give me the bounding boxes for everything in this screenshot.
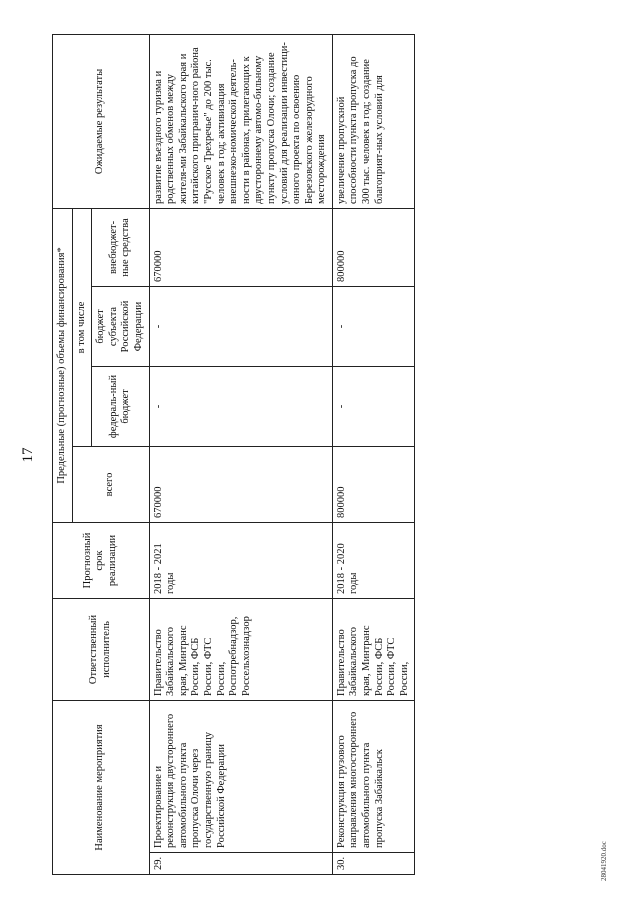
- row-total: 800000: [332, 446, 415, 522]
- table-row: [149, 34, 332, 874]
- row-regional: -: [332, 286, 415, 366]
- footer-filename: 28041920.doc: [600, 841, 608, 881]
- header-row-1: [53, 34, 73, 874]
- row-executor: Правительство Забайкальского края, Минтранс России, ФСБ России, ФТС России, Роспотребнадзор, Россельхознадзор: [149, 598, 332, 700]
- row-name: Реконструкция грузового направления многостороннего автомобильного пункта пропуска Забайкальск: [332, 700, 415, 852]
- header-total: всего: [72, 446, 149, 522]
- header-extra: внебюджет-ные средства: [92, 208, 149, 286]
- table-row: [332, 34, 415, 874]
- header-federal: федераль-ный бюджет: [92, 366, 149, 446]
- row-federal: -: [149, 366, 332, 446]
- row-term: 2018 - 2021 годы: [149, 522, 332, 598]
- row-federal: -: [332, 366, 415, 446]
- row-results: увеличение пропускной способности пункта пропуска до 300 тыс. человек в год; создание благоприят-ных условий для: [332, 34, 415, 208]
- header-including: в том числе: [72, 208, 92, 446]
- header-funding: Предельные (прогнозные) объемы финансирования*: [53, 208, 73, 522]
- header-results: Ожидаемые результаты: [53, 34, 150, 208]
- header-name: Наименование мероприятия: [53, 700, 150, 874]
- row-number: 30.: [332, 853, 415, 875]
- row-executor: Правительство Забайкальского края, Минтранс России, ФСБ России, ФТС России,: [332, 598, 415, 700]
- row-name: Проектирование и реконструкция двустороннего автомобильного пункта пропуска Олочи через государственную границу Российской Федерации: [149, 700, 332, 852]
- header-regional: бюджет субъекта Российской Федерации: [92, 286, 149, 366]
- header-executor: Ответственный исполнитель: [53, 598, 150, 700]
- row-regional: -: [149, 286, 332, 366]
- row-extra: 800000: [332, 208, 415, 286]
- header-term: Прогнозный срок реализации: [53, 522, 150, 598]
- row-total: 670000: [149, 446, 332, 522]
- row-number: 29.: [149, 853, 332, 875]
- row-results: развитие въездного туризма и родственных обменов между жителя-ми Забайкальского края и китайского пригранич-ного района "Русское Трехречье" до 200 тыс. человек в год; активизация внешнеэко-номической деятель-ности в районах, прилегающих к двустороннему автомо-бильному пункту пропуска Олочи; создание условий для реализации инвестици-онного проекта по освоению Березовского железорудного месторождения: [149, 34, 332, 208]
- row-extra: 670000: [149, 208, 332, 286]
- measures-table: [52, 34, 415, 875]
- row-term: 2018 - 2020 годы: [332, 522, 415, 598]
- page-number: 17: [20, 447, 36, 463]
